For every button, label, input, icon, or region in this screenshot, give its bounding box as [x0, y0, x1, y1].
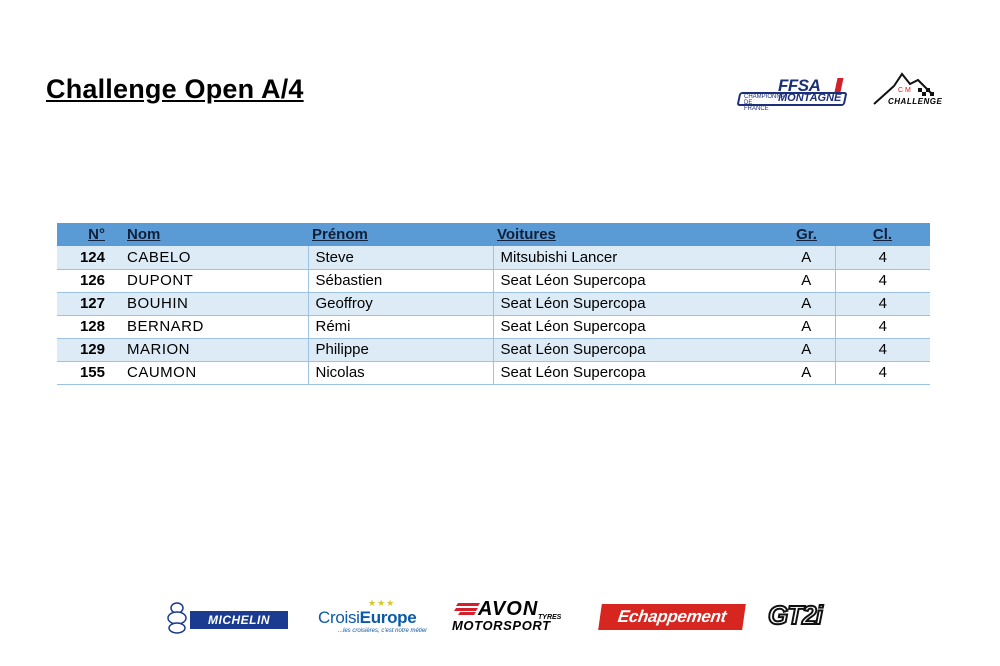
echappement-word: Echappement	[616, 607, 728, 626]
cell-gr: A	[778, 269, 835, 292]
croisieurope-tagline: ...les croisières, c'est notre métier	[338, 628, 428, 634]
echappement-logo	[598, 604, 746, 630]
gt2i-logo	[768, 600, 838, 632]
table-row	[57, 246, 930, 269]
ffsa-logo-sub: CHAMPIONNAT DE FRANCE	[744, 94, 788, 112]
cell-prenom: Nicolas	[308, 361, 493, 384]
ffsa-logo-montagne: MONTAGNE	[778, 92, 842, 104]
cell-gr: A	[778, 315, 835, 338]
cell-num: 155	[57, 361, 123, 384]
header-nom: Nom	[123, 223, 308, 246]
table-row	[57, 338, 930, 361]
cell-num: 124	[57, 246, 123, 269]
bibendum-icon	[166, 602, 188, 634]
ffsa-logo-accent	[835, 78, 844, 92]
cell-voiture: Seat Léon Supercopa	[493, 292, 778, 315]
ffsa-logo-word: FFSA	[778, 76, 821, 95]
cell-num: 126	[57, 269, 123, 292]
cell-voiture: Seat Léon Supercopa	[493, 315, 778, 338]
cell-voiture: Seat Léon Supercopa	[493, 338, 778, 361]
cell-voiture: Seat Léon Supercopa	[493, 361, 778, 384]
croisieurope-word	[318, 608, 416, 628]
cell-num: 128	[57, 315, 123, 338]
header-num: N°	[57, 223, 123, 246]
michelin-word: MICHELIN	[190, 611, 288, 629]
cell-gr: A	[778, 292, 835, 315]
stars-icon: ★★★	[368, 598, 396, 608]
header-voitures: Voitures	[493, 223, 778, 246]
cell-prenom: Geoffroy	[308, 292, 493, 315]
cell-cl: 4	[835, 246, 930, 269]
cell-cl: 4	[835, 269, 930, 292]
table-row	[57, 269, 930, 292]
ffsa-logo	[738, 76, 848, 110]
avon-motorsport: MOTORSPORT	[452, 618, 551, 633]
page-title: Challenge Open A/4	[46, 74, 304, 104]
cell-gr: A	[778, 338, 835, 361]
cell-prenom: Steve	[308, 246, 493, 269]
cell-num: 127	[57, 292, 123, 315]
cell-num: 129	[57, 338, 123, 361]
cell-nom: BERNARD	[123, 315, 308, 338]
gt2i-word: GT2i	[768, 600, 822, 630]
avon-logo	[452, 600, 578, 634]
cell-nom: DUPONT	[123, 269, 308, 292]
cell-gr: A	[778, 246, 835, 269]
cell-voiture: Mitsubishi Lancer	[493, 246, 778, 269]
cell-nom: MARION	[123, 338, 308, 361]
cell-nom: CABELO	[123, 246, 308, 269]
cell-prenom: Rémi	[308, 315, 493, 338]
cell-nom: CAUMON	[123, 361, 308, 384]
table-row	[57, 361, 930, 384]
speed-stripes-icon	[454, 603, 480, 615]
michelin-logo	[166, 602, 290, 636]
results-table	[57, 223, 930, 385]
croisi-part1: Croisi	[318, 608, 360, 627]
avon-word: AVON	[478, 598, 539, 620]
cm-letters: C M	[898, 87, 911, 94]
cell-cl: 4	[835, 292, 930, 315]
header-gr: Gr.	[778, 223, 835, 246]
cell-cl: 4	[835, 338, 930, 361]
cell-cl: 4	[835, 315, 930, 338]
cell-prenom: Sébastien	[308, 269, 493, 292]
cell-prenom: Philippe	[308, 338, 493, 361]
cell-voiture: Seat Léon Supercopa	[493, 269, 778, 292]
cm-challenge-logo	[872, 70, 944, 110]
cell-gr: A	[778, 361, 835, 384]
table-row	[57, 315, 930, 338]
cell-cl: 4	[835, 361, 930, 384]
table-row	[57, 292, 930, 315]
cell-nom: BOUHIN	[123, 292, 308, 315]
table-header-row	[57, 223, 930, 246]
croisieurope-logo	[318, 598, 430, 638]
cm-logo-word: CHALLENGE	[888, 97, 943, 106]
avon-tyres: TYRES	[538, 614, 562, 621]
croisi-part2: Europe	[359, 608, 417, 627]
header-prenom: Prénom	[308, 223, 493, 246]
header-cl: Cl.	[835, 223, 930, 246]
